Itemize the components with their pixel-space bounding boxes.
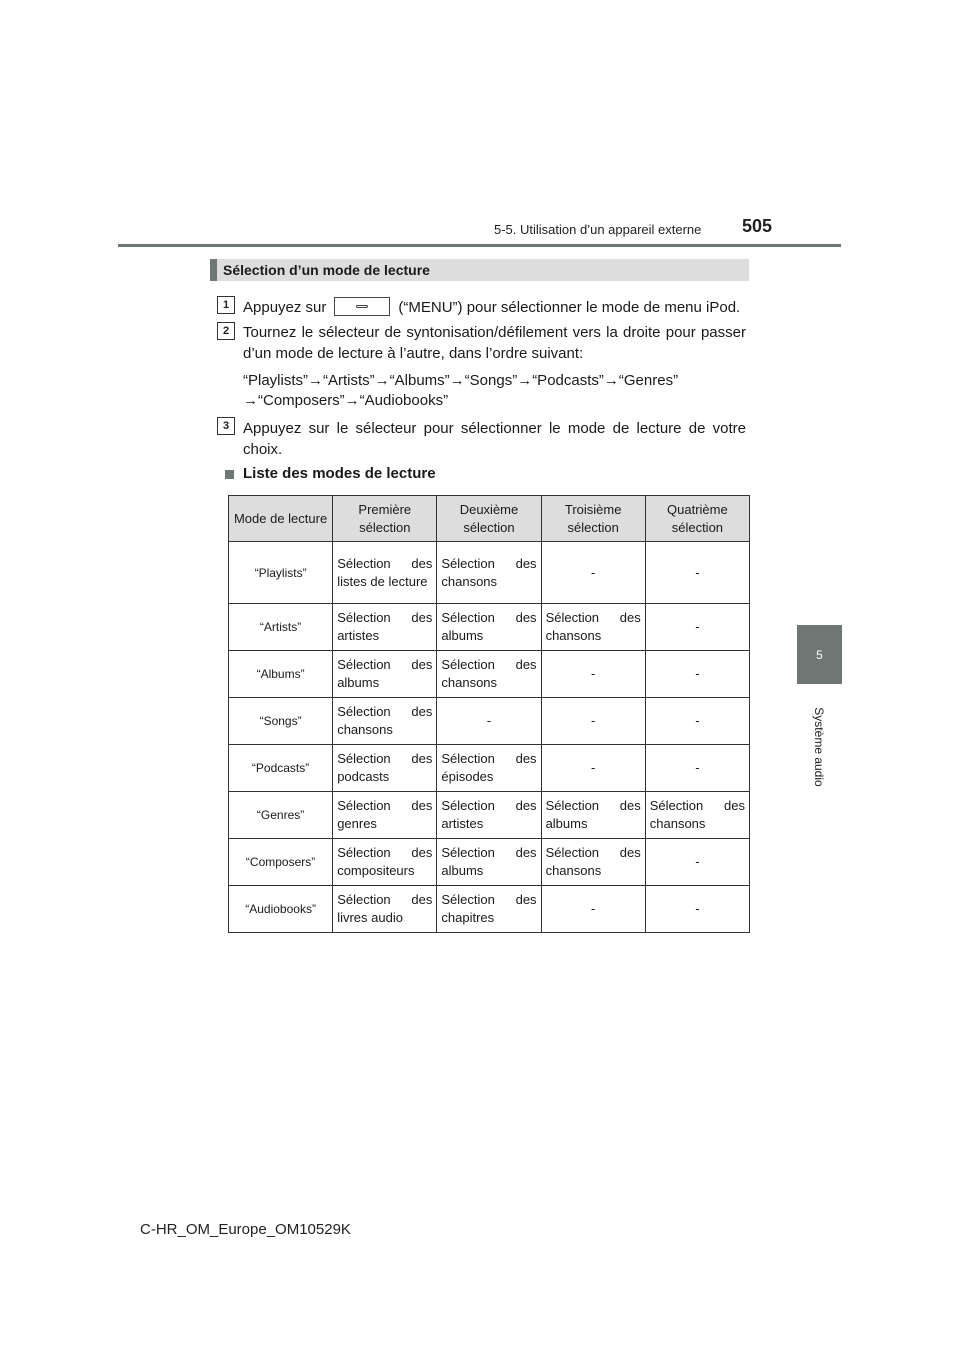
mode-cell: “Playlists” (229, 542, 333, 604)
section-title: Sélection d’un mode de lecture (223, 262, 430, 278)
table-row (229, 604, 750, 651)
menu-button-icon (334, 297, 390, 316)
selection-cell: - (645, 839, 749, 886)
selection-cell: Sélection des chansons (437, 542, 541, 604)
selection-cell: - (645, 886, 749, 933)
table-row (229, 542, 750, 604)
table-header: Troisième sélection (541, 496, 645, 542)
mode-sequence-line-1: “Playlists”→“Artists”→“Albums”→“Songs”→“Podcasts”→“Genres” (243, 372, 679, 389)
step-badge-3: 3 (217, 417, 235, 435)
selection-cell: - (541, 745, 645, 792)
selection-cell: Sélection des compositeurs (333, 839, 437, 886)
subheading: Liste des modes de lecture (243, 465, 436, 482)
table-header: Quatrième sélection (645, 496, 749, 542)
chapter-label: Système audio (812, 707, 826, 787)
chapter-tab: 5 (797, 625, 842, 684)
step-badge-2: 2 (217, 322, 235, 340)
table-row (229, 698, 750, 745)
selection-cell: - (645, 698, 749, 745)
table-header: Deuxième sélection (437, 496, 541, 542)
table-row (229, 839, 750, 886)
table-body (229, 542, 750, 933)
selection-cell: Sélection des artistes (333, 604, 437, 651)
table-header: Première sélection (333, 496, 437, 542)
page-number: 505 (742, 216, 773, 236)
document-code: C-HR_OM_Europe_OM10529K (140, 1221, 351, 1238)
selection-cell: - (541, 651, 645, 698)
mode-cell: “Albums” (229, 651, 333, 698)
mode-cell: “Composers” (229, 839, 333, 886)
mode-sequence-line-2: →“Composers”→“Audiobooks” (243, 392, 449, 409)
selection-cell: - (645, 745, 749, 792)
step-1-text (243, 297, 746, 318)
running-header-section: 5-5. Utilisation d’un appareil externe (494, 222, 702, 237)
section-heading-accent (210, 259, 217, 281)
selection-cell: - (645, 604, 749, 651)
selection-cell: Sélection des chansons (437, 651, 541, 698)
menu-button-glyph (356, 305, 368, 308)
selection-cell: Sélection des épisodes (437, 745, 541, 792)
mode-cell: “Songs” (229, 698, 333, 745)
step-1-before: Appuyez sur (243, 299, 327, 316)
selection-cell: Sélection des chansons (333, 698, 437, 745)
selection-cell: - (541, 698, 645, 745)
table-header: Mode de lecture (229, 496, 333, 542)
selection-cell: Sélection des chansons (541, 604, 645, 651)
mode-cell: “Podcasts” (229, 745, 333, 792)
selection-cell: Sélection des albums (333, 651, 437, 698)
table-row (229, 651, 750, 698)
selection-cell: Sélection des listes de lecture (333, 542, 437, 604)
playback-modes-table (228, 495, 750, 933)
step-badge-1: 1 (217, 296, 235, 314)
step-2-text: Tournez le sélecteur de syntonisation/défilement vers la droite pour passer d’un mode de lecture à l’autre, dans l’ordre suivant: (243, 324, 746, 362)
selection-cell: Sélection des genres (333, 792, 437, 839)
selection-cell: Sélection des podcasts (333, 745, 437, 792)
selection-cell: Sélection des albums (541, 792, 645, 839)
subheading-square-icon (225, 470, 234, 479)
selection-cell: Sélection des artistes (437, 792, 541, 839)
selection-cell: - (645, 651, 749, 698)
selection-cell: - (541, 542, 645, 604)
selection-cell: - (645, 542, 749, 604)
header-rule (118, 244, 841, 247)
table-row (229, 745, 750, 792)
table-row (229, 792, 750, 839)
selection-cell: Sélection des chansons (541, 839, 645, 886)
selection-cell: Sélection des albums (437, 604, 541, 651)
mode-cell: “Genres” (229, 792, 333, 839)
mode-cell: “Audiobooks” (229, 886, 333, 933)
selection-cell: Sélection des livres audio (333, 886, 437, 933)
selection-cell: Sélection des albums (437, 839, 541, 886)
selection-cell: Sélection des chapitres (437, 886, 541, 933)
step-1-after: (“MENU”) pour sélectionner le mode de menu iPod. (398, 299, 741, 316)
table-header-row (229, 496, 750, 542)
selection-cell: - (541, 886, 645, 933)
selection-cell: - (437, 698, 541, 745)
mode-cell: “Artists” (229, 604, 333, 651)
selection-cell: Sélection des chansons (645, 792, 749, 839)
step-3-text: Appuyez sur le sélecteur pour sélectionner le mode de lecture de votre choix. (243, 420, 746, 458)
table-row (229, 886, 750, 933)
